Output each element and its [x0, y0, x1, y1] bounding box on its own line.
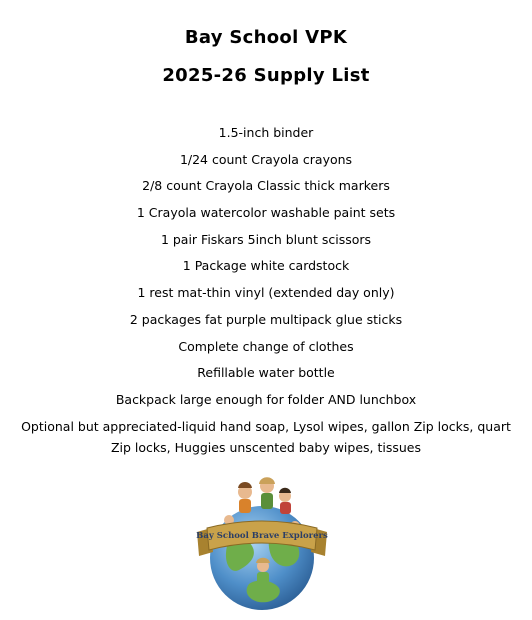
- list-title: 2025-26 Supply List: [162, 65, 370, 86]
- supply-item: 1 pair Fiskars 5inch blunt scissors: [160, 231, 372, 247]
- supply-item: 2/8 count Crayola Classic thick markers: [142, 178, 390, 194]
- supply-item: 1 rest mat-thin vinyl (extended day only): [137, 285, 395, 301]
- banner-text: Bay School Brave Explorers: [196, 531, 328, 541]
- supply-item: 1 Package white cardstock: [182, 258, 350, 274]
- supply-item: Refillable water bottle: [197, 365, 335, 381]
- supply-item: 1.5-inch binder: [218, 125, 314, 140]
- supply-item: Backpack large enough for folder AND lunchbox: [115, 391, 417, 407]
- supply-item: 1/24 count Crayola crayons: [179, 151, 353, 167]
- supply-item-optional: Optional but appreciated-liquid hand soap, Lysol wipes, gallon Zip locks, quart Zip locks, Huggies unscented baby wipes, tissues: [21, 418, 511, 455]
- school-logo: [187, 466, 337, 616]
- supply-item: Complete change of clothes: [178, 338, 354, 354]
- supply-item: 1 Crayola watercolor washable paint sets: [136, 205, 396, 221]
- globe-logo-icon: [187, 466, 337, 616]
- supply-item: 2 packages fat purple multipack glue sticks: [129, 311, 403, 327]
- supply-list: [12, 124, 520, 467]
- school-title: Bay School VPK: [184, 27, 348, 48]
